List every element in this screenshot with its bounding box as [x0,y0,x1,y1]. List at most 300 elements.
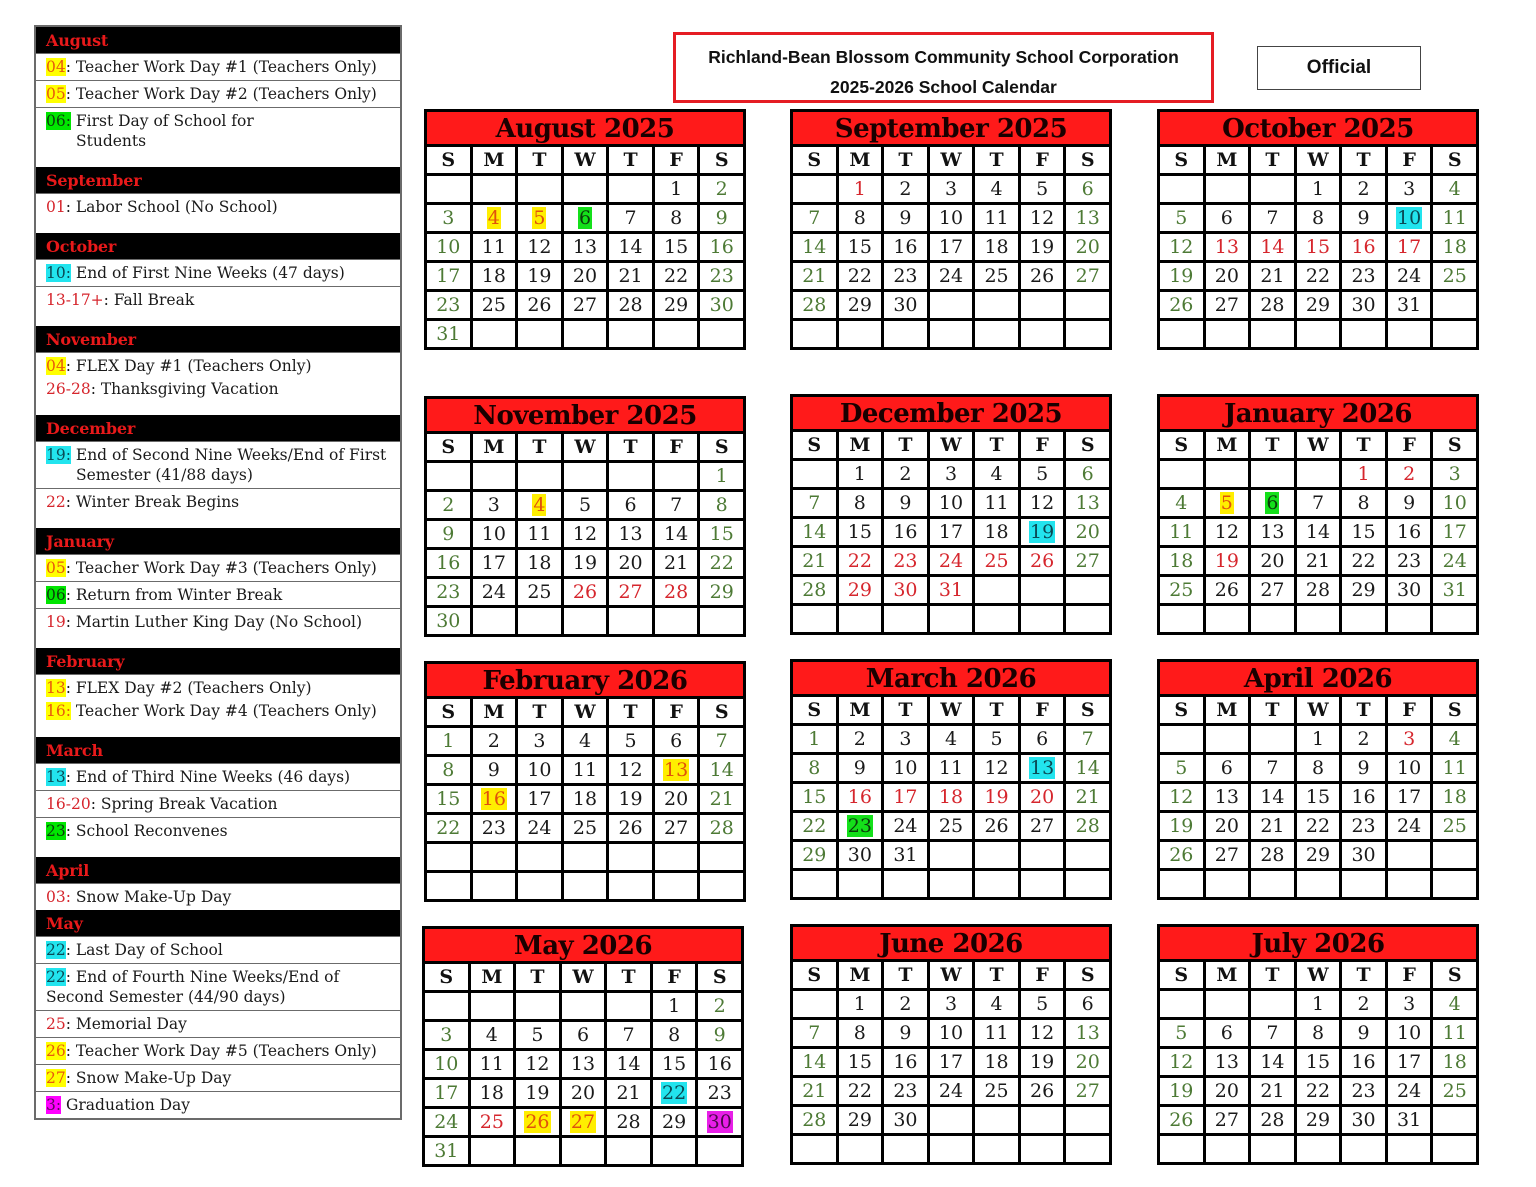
day-number: 30 [847,844,872,866]
day-number: 29 [709,581,734,603]
day-number: 7 [1081,728,1094,750]
day-number: 14 [802,521,827,543]
empty-day-cell [1342,1136,1385,1162]
empty-day-cell [609,844,652,870]
day-number: 20 [618,552,643,574]
day-number: 12 [618,759,643,781]
event-date-code: 13 [46,679,66,697]
day-cell [562,1051,605,1077]
day-number: 23 [1397,550,1422,572]
empty-day-cell [1206,871,1249,897]
day-cell [1342,991,1385,1017]
event-description-continued: Second Semester (44/90 days) [46,988,286,1006]
event-description: Teacher Work Day #4 (Teachers Only) [70,702,377,720]
legend-month-header: May [36,910,400,936]
empty-day-cell [473,608,516,634]
weekday-header: T [1251,962,1294,988]
day-number: 1 [670,178,683,200]
empty-day-cell [518,176,561,202]
day-number: 26 [1030,550,1055,572]
day-number: 30 [1351,844,1376,866]
day-cell [1021,519,1064,545]
day-cell [1021,1078,1064,1104]
day-number: 18 [1442,1051,1467,1073]
day-cell [793,1020,836,1046]
day-number: 22 [709,552,734,574]
day-number: 11 [481,236,506,258]
day-cell [1433,519,1476,545]
weekday-header: S [793,697,836,723]
day-cell [653,1109,696,1135]
day-cell [884,1020,927,1046]
day-cell [975,548,1018,574]
day-number: 8 [853,207,866,229]
day-cell [884,1078,927,1104]
empty-day-cell [1388,321,1431,347]
empty-day-cell [1433,606,1476,632]
day-number: 17 [436,265,461,287]
empty-day-cell [562,1138,605,1164]
empty-day-cell [839,606,882,632]
day-number: 19 [618,788,643,810]
weekday-header: M [1206,432,1249,458]
day-cell [1342,1107,1385,1133]
day-number: 18 [984,1051,1009,1073]
empty-day-cell [975,1107,1018,1133]
day-cell [1066,176,1109,202]
weekday-header: F [655,434,698,460]
day-cell [1160,1020,1203,1046]
day-cell [427,815,470,841]
month-calendar [790,659,1112,900]
weekday-header: M [839,432,882,458]
day-cell [1160,263,1203,289]
event-description-continued: Semester (41/88 days) [76,466,253,484]
day-cell [930,577,973,603]
empty-day-cell [1251,606,1294,632]
empty-day-cell [655,608,698,634]
legend-month-header: March [36,737,400,763]
day-cell [1388,1049,1431,1075]
weekday-header: F [1388,432,1431,458]
day-number: 27 [570,1111,596,1133]
day-number: 23 [1351,1080,1376,1102]
day-number: 24 [1397,815,1422,837]
day-cell [607,1051,650,1077]
district-name: Richland-Bean Blossom Community School Corporation [708,47,1179,67]
event-description: : Fall Break [103,291,195,309]
day-cell [1342,548,1385,574]
day-cell [1160,813,1203,839]
empty-day-cell [975,606,1018,632]
day-number: 6 [1081,463,1094,485]
day-cell [1206,1020,1249,1046]
legend-month-header: February [36,648,400,674]
event-date-code: 01 [46,198,66,216]
day-number: 20 [1260,550,1285,572]
day-cell [1251,490,1294,516]
day-number: 11 [572,759,598,781]
month-calendar [424,396,746,637]
empty-day-cell [564,321,607,347]
day-cell [700,579,743,605]
day-cell [564,492,607,518]
event-description: End of First Nine Weeks (47 days) [70,264,345,282]
weekday-header: T [609,434,652,460]
day-cell [655,492,698,518]
day-number: 2 [1357,178,1370,200]
empty-day-cell [1433,871,1476,897]
day-number: 21 [802,265,827,287]
day-cell [473,786,516,812]
day-number: 8 [853,492,866,514]
day-number: 26 [1169,294,1194,316]
legend-event-row [36,608,400,648]
day-cell [930,234,973,260]
day-cell [1388,577,1431,603]
day-cell [518,815,561,841]
day-number: 28 [802,1109,827,1131]
day-number: 12 [1169,236,1194,258]
event-description: : Thanksgiving Vacation [90,380,279,398]
empty-day-cell [793,1136,836,1162]
weekday-header: M [1206,697,1249,723]
weekday-header: S [1433,147,1476,173]
empty-day-cell [1297,1136,1340,1162]
day-number: 7 [1266,757,1279,779]
empty-day-cell [1066,606,1109,632]
day-number: 24 [938,265,964,287]
day-cell [1297,292,1340,318]
empty-day-cell [471,993,514,1019]
day-number: 18 [984,521,1009,543]
day-cell [884,263,927,289]
day-number: 10 [527,759,552,781]
day-cell [1206,577,1249,603]
day-number: 14 [709,759,734,781]
day-number: 10 [1397,1022,1422,1044]
empty-day-cell [1342,321,1385,347]
day-number: 9 [853,757,866,779]
day-number: 19 [1169,815,1194,837]
event-description: End of Second Nine Weeks/End of First [70,446,387,464]
weekday-header: W [930,432,973,458]
empty-day-cell [1388,842,1431,868]
month-grid [1160,697,1476,897]
day-cell [975,784,1018,810]
day-number: 11 [984,1022,1009,1044]
day-cell [653,993,696,1019]
day-cell [1066,234,1109,260]
day-cell [1433,813,1476,839]
day-number: 21 [1075,786,1100,808]
weekday-header: W [930,697,973,723]
day-number: 10 [938,492,964,514]
day-number: 3 [944,993,958,1015]
event-description: : Return from Winter Break [65,586,283,604]
day-cell [930,784,973,810]
day-number: 13 [1030,757,1055,779]
day-number: 31 [893,844,918,866]
day-cell [655,176,698,202]
day-cell [1388,1020,1431,1046]
day-cell [930,1049,973,1075]
weekday-header: M [471,964,514,990]
legend-event-row [36,674,400,701]
day-cell [1342,292,1385,318]
empty-day-cell [1206,991,1249,1017]
day-cell [564,521,607,547]
day-number: 2 [899,993,912,1015]
day-cell [1297,726,1340,752]
day-number: 16 [1351,786,1376,808]
day-number: 16 [709,236,734,258]
day-cell [793,842,836,868]
day-cell [1433,548,1476,574]
day-number: 19 [1169,265,1194,287]
day-number: 17 [481,552,506,574]
day-cell [839,292,882,318]
day-number: 2 [1357,728,1370,750]
legend-event-row [36,701,400,737]
month-grid [427,699,743,899]
empty-day-cell [1433,1136,1476,1162]
day-cell [700,521,743,547]
day-cell [564,263,607,289]
empty-day-cell [609,176,652,202]
day-number: 26 [572,581,598,603]
event-date-code: 25 [46,1015,66,1033]
legend-month-header: January [36,528,400,554]
empty-day-cell [1021,292,1064,318]
empty-day-cell [655,873,698,899]
day-number: 8 [442,759,455,781]
weekday-header: F [1388,697,1431,723]
day-cell [930,1020,973,1046]
day-number: 1 [715,465,728,487]
day-cell [839,726,882,752]
weekday-header: T [607,964,650,990]
day-number: 10 [1397,757,1422,779]
day-cell [516,1022,559,1048]
day-number: 28 [1260,844,1285,866]
day-cell [518,757,561,783]
legend-event-row [36,790,400,817]
day-number: 20 [1214,815,1239,837]
day-number: 4 [487,207,500,229]
day-cell [698,1022,741,1048]
day-number: 3 [1448,463,1461,485]
day-number: 9 [1357,207,1370,229]
event-date-code: 26-28 [46,380,91,398]
weekday-header: W [1297,432,1340,458]
day-number: 22 [847,265,872,287]
day-cell [1160,490,1203,516]
day-number: 10 [1442,492,1467,514]
day-number: 1 [1311,178,1325,200]
day-number: 23 [436,581,461,603]
empty-day-cell [700,321,743,347]
day-number: 16 [847,786,872,808]
day-cell [1297,1107,1340,1133]
day-cell [700,463,743,489]
day-number: 4 [990,993,1003,1015]
day-cell [1021,991,1064,1017]
empty-day-cell [1297,461,1340,487]
day-cell [562,1109,605,1135]
day-number: 28 [618,294,643,316]
day-cell [609,205,652,231]
day-cell [793,490,836,516]
legend-month-header: August [36,27,400,53]
day-number: 7 [670,494,683,516]
day-cell [839,784,882,810]
day-cell [698,1080,741,1106]
day-cell [930,205,973,231]
weekday-header: F [1021,432,1064,458]
day-cell [1297,205,1340,231]
day-number: 15 [1305,786,1331,808]
day-cell [839,205,882,231]
day-cell [655,579,698,605]
empty-day-cell [1160,321,1203,347]
empty-day-cell [1160,176,1203,202]
day-cell [655,234,698,260]
event-description: : Teacher Work Day #2 (Teachers Only) [65,85,377,103]
day-number: 16 [1351,236,1376,258]
day-cell [930,519,973,545]
weekday-header: S [698,964,741,990]
day-number: 9 [487,759,500,781]
day-number: 3 [1403,993,1416,1015]
day-number: 21 [618,265,643,287]
event-date-code: 19: [46,446,71,464]
day-number: 18 [572,788,598,810]
weekday-header: T [1251,147,1294,173]
day-cell [793,813,836,839]
events-legend [34,25,402,1120]
day-cell [1251,1107,1294,1133]
day-number: 25 [984,550,1009,572]
event-date-code: 27 [46,1069,66,1087]
day-number: 6 [1220,207,1233,229]
day-cell [564,234,607,260]
day-cell [518,786,561,812]
day-number: 14 [618,236,643,258]
day-cell [1021,755,1064,781]
legend-event-row [36,488,400,528]
day-cell [1342,813,1385,839]
day-number: 4 [1448,993,1461,1015]
empty-day-cell [884,321,927,347]
month-title: May 2026 [425,929,741,964]
empty-day-cell [1066,1107,1109,1133]
legend-event-row [36,80,400,107]
day-cell [1297,548,1340,574]
weekday-header: M [839,697,882,723]
day-cell [427,263,470,289]
day-number: 19 [1214,550,1239,572]
empty-day-cell [1206,606,1249,632]
empty-day-cell [975,842,1018,868]
day-number: 31 [938,579,964,601]
day-number: 3 [1403,728,1416,750]
event-date-code: 06 [46,586,66,604]
day-number: 13 [1075,492,1100,514]
event-date-code: 05 [46,559,66,577]
day-number: 14 [1260,236,1285,258]
day-number: 6 [1220,757,1233,779]
month-title: November 2025 [427,399,743,434]
event-description: : Teacher Work Day #5 (Teachers Only) [65,1042,377,1060]
day-number: 21 [1260,1080,1285,1102]
day-number: 14 [664,523,689,545]
day-cell [975,263,1018,289]
day-number: 30 [707,1111,732,1133]
day-number: 21 [1305,550,1331,572]
day-cell [1433,461,1476,487]
day-cell [793,548,836,574]
day-number: 2 [1357,993,1370,1015]
day-cell [427,550,470,576]
day-cell [518,263,561,289]
day-cell [1388,234,1431,260]
day-number: 14 [1260,786,1285,808]
day-cell [1160,1078,1203,1104]
empty-day-cell [1433,321,1476,347]
day-number: 22 [847,550,872,572]
day-number: 8 [1311,207,1325,229]
day-cell [1433,490,1476,516]
empty-day-cell [839,1136,882,1162]
day-number: 8 [853,1022,866,1044]
month-calendar [1157,394,1479,635]
weekday-header: S [427,147,470,173]
day-number: 19 [527,265,552,287]
day-cell [1433,1049,1476,1075]
day-number: 3 [1403,178,1416,200]
weekday-header: M [839,147,882,173]
empty-day-cell [1206,176,1249,202]
day-number: 22 [1305,815,1331,837]
day-cell [609,292,652,318]
empty-day-cell [975,577,1018,603]
day-number: 11 [1442,757,1467,779]
day-number: 8 [715,494,728,516]
day-number: 25 [1442,815,1467,837]
event-date-code: 22 [46,493,66,511]
day-number: 14 [802,1051,827,1073]
day-number: 5 [578,494,592,516]
day-number: 18 [527,552,552,574]
day-number: 30 [893,1109,918,1131]
day-cell [975,813,1018,839]
event-date-code: 04 [46,357,66,375]
empty-day-cell [884,1136,927,1162]
day-cell [1388,991,1431,1017]
day-number: 5 [624,730,637,752]
empty-day-cell [1066,842,1109,868]
day-cell [700,492,743,518]
day-cell [1342,1049,1385,1075]
empty-day-cell [425,993,468,1019]
day-cell [609,521,652,547]
day-number: 15 [847,521,872,543]
weekday-header: F [1388,962,1431,988]
day-number: 29 [1305,844,1331,866]
day-cell [1021,205,1064,231]
day-number: 26 [1214,579,1239,601]
